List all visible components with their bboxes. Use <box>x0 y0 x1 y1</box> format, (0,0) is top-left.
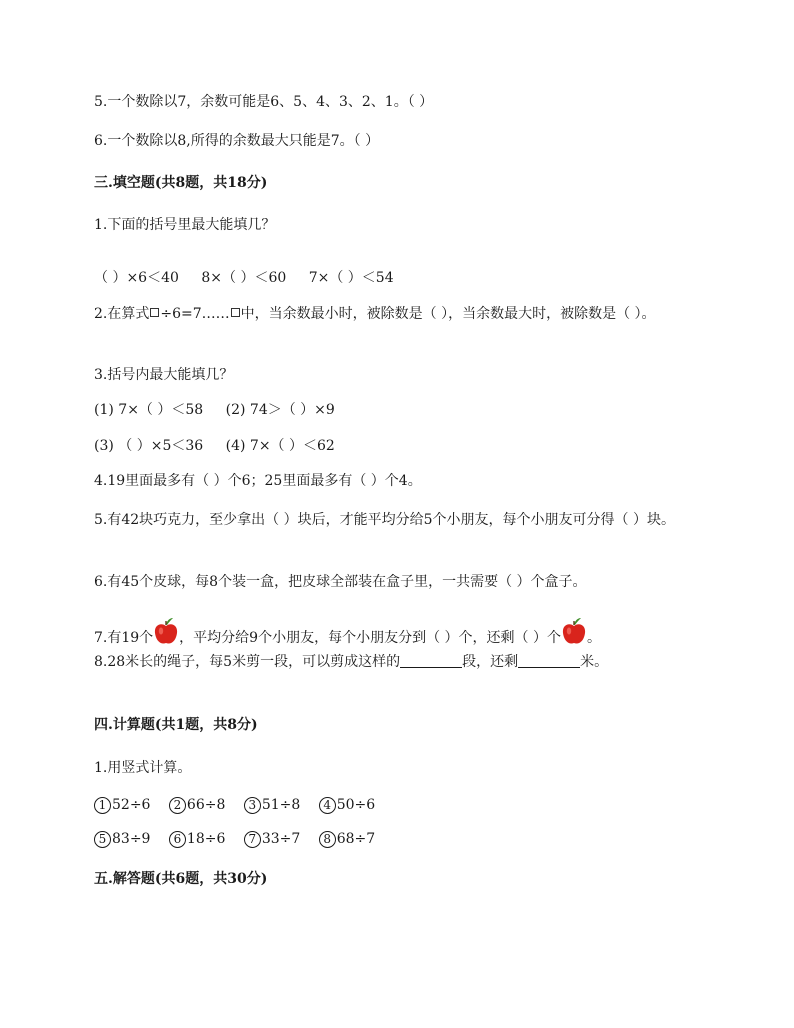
calc-item: 3 51÷8 <box>244 795 300 815</box>
circled-number: 7 <box>244 831 261 848</box>
circled-number: 8 <box>319 831 336 848</box>
answer-blank[interactable] <box>518 653 580 668</box>
circled-number: 5 <box>94 831 111 848</box>
fill-question-4: 4.19里面最多有（ ）个6；25里面最多有（ ）个4。 <box>94 473 422 489</box>
calc-item: 1 52÷6 <box>94 795 150 815</box>
fill-question-3-title: 3.括号内最大能填几？ <box>94 367 234 383</box>
circled-number: 4 <box>319 797 336 814</box>
fill-question-3-item: (2) 74＞（ ）×9 <box>225 402 335 418</box>
fill-question-6: 6.有45个皮球，每8个装一盒，把皮球全部装在盒子里，一共需要（ ）个盒子。 <box>94 574 587 590</box>
calc-item: 7 33÷7 <box>244 829 300 849</box>
fill-question-3-row-1 <box>94 400 335 420</box>
calc-item: 6 18÷6 <box>169 829 225 849</box>
fill-question-2: 2.在算式 ÷6=7…… 中，当余数最小时，被除数是（ ），当余数最大时，被除数是（ ）。 <box>94 306 656 322</box>
apple-icon <box>153 616 179 652</box>
fill-question-8: 8.28米长的绳子，每5米剪一段，可以剪成这样的 段，还剩 米。 <box>94 654 609 670</box>
calc-item: 2 66÷8 <box>169 795 225 815</box>
fill-question-1-title: 1.下面的括号里最大能填几？ <box>94 217 276 233</box>
judge-question-6: 6.一个数除以8,所得的余数最大只能是7。（ ） <box>94 133 380 149</box>
fill-question-3-item: (1) 7×（ ）＜58 <box>94 402 204 418</box>
apple-icon <box>561 616 587 652</box>
calc-row-1 <box>94 795 389 815</box>
fill-question-1-item: （ ）×6＜40 <box>94 270 179 286</box>
calc-item: 8 68÷7 <box>319 829 375 849</box>
section-5-heading: 五.解答题(共6题，共30分) <box>94 871 268 887</box>
circled-number: 2 <box>169 797 186 814</box>
calc-item: 4 50÷6 <box>319 795 375 815</box>
calc-question-1-title: 1.用竖式计算。 <box>94 760 192 776</box>
fill-question-7: 7.有19个 ，平均分给9个小朋友，每个小朋友分到（ ）个，还剩（ ）个 。 <box>94 620 601 656</box>
blank-square-icon <box>231 308 240 317</box>
answer-blank[interactable] <box>400 653 462 668</box>
blank-square-icon <box>150 308 159 317</box>
fill-question-3-item: (4) 7×（ ）＜62 <box>225 438 335 454</box>
fill-question-1-item: 7×（ ）＜54 <box>308 270 394 286</box>
section-4-heading: 四.计算题(共1题，共8分) <box>94 717 258 733</box>
section-3-heading: 三.填空题(共8题，共18分) <box>94 175 268 191</box>
circled-number: 1 <box>94 797 111 814</box>
calc-row-2 <box>94 829 389 849</box>
fill-question-1-item: 8×（ ）＜60 <box>201 270 287 286</box>
judge-question-5: 5.一个数除以7，余数可能是6、5、4、3、2、1。（ ） <box>94 94 434 110</box>
fill-question-3-item: (3) （ ）×5＜36 <box>94 438 204 454</box>
fill-question-1-items <box>94 268 394 288</box>
circled-number: 3 <box>244 797 261 814</box>
fill-question-3-row-2 <box>94 436 335 456</box>
fill-question-5: 5.有42块巧克力，至少拿出（ ）块后，才能平均分给5个小朋友，每个小朋友可分得（ ）块。 <box>94 512 675 528</box>
circled-number: 6 <box>169 831 186 848</box>
calc-item: 5 83÷9 <box>94 829 150 849</box>
